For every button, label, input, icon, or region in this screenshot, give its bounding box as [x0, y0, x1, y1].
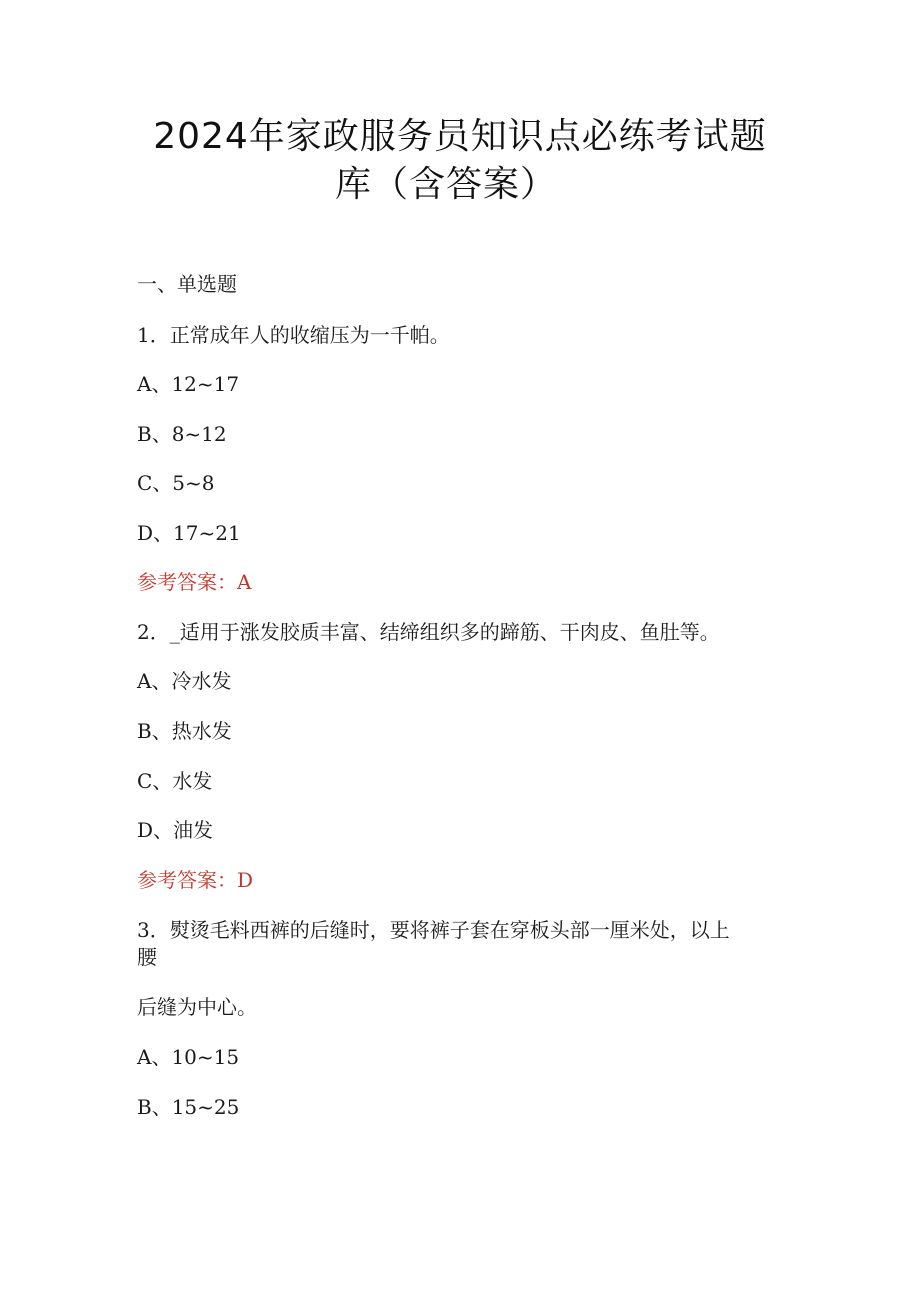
question-2-option-c: C、水发 [137, 769, 213, 793]
question-3-stem-line-1: 3．熨烫毛料西裤的后缝时，要将裤子套在穿板头部一厘米处，以上 [137, 918, 730, 942]
question-3-stem-line-2: 腰 [137, 945, 157, 969]
question-2-option-a: A、冷水发 [137, 669, 232, 693]
question-3-option-b: B、15~25 [137, 1095, 240, 1119]
question-2-option-d: D、油发 [137, 818, 214, 842]
question-1-answer: 参考答案：A [137, 570, 252, 594]
question-3-stem-line-3: 后缝为中心。 [137, 995, 257, 1019]
document-title-line-2: 库（含答案） [334, 164, 557, 205]
question-2-option-b: B、热水发 [137, 719, 232, 743]
question-1-option-b: B、8~12 [137, 422, 227, 446]
question-3-option-a: A、10~15 [137, 1045, 240, 1069]
question-1-stem: 1．正常成年人的收缩压为一千帕。 [137, 323, 450, 347]
question-2-stem: 2．_适用于涨发胶质丰富、结缔组织多的蹄筋、干肉皮、鱼肚等。 [137, 620, 720, 644]
document-title-line-1: 2024年家政服务员知识点必练考试题 [153, 116, 767, 157]
question-1-option-a: A、12~17 [137, 372, 240, 396]
question-1-option-d: D、17~21 [137, 521, 241, 545]
section-heading: 一、单选题 [137, 272, 237, 296]
question-2-answer: 参考答案：D [137, 868, 254, 892]
question-1-option-c: C、5~8 [137, 471, 215, 495]
